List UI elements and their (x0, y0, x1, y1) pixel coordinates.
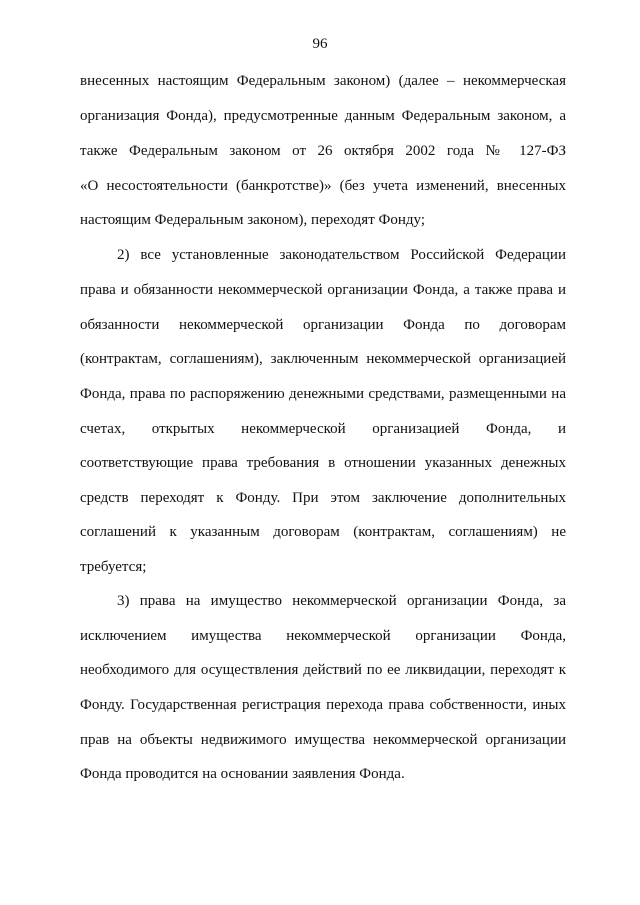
text-line: соглашений к указанным договорам (контрактам, соглашениям) не (80, 524, 566, 540)
text-line: средств переходят к Фонду. При этом заключение дополнительных (80, 490, 566, 506)
page-number: 96 (312, 36, 328, 52)
text-line: права и обязанности некоммерческой организации Фонда, а также права и (80, 282, 566, 298)
text-line: Фонда проводится на основании заявления Фонда. (80, 766, 405, 782)
text-line: (контрактам, соглашениям), заключенным некоммерческой организацией (80, 351, 566, 367)
text-line: прав на объекты недвижимого имущества некоммерческой организации (80, 732, 566, 748)
text-line: настоящим Федеральным законом), переходят Фонду; (80, 212, 425, 228)
text-line: обязанности некоммерческой организации Фонда по договорам (80, 317, 566, 333)
text-line: счетах, открытых некоммерческой организацией Фонда, и (80, 421, 566, 437)
paragraph-first-line: 3) права на имущество некоммерческой организации Фонда, за (117, 593, 566, 609)
text-line: организация Фонда), предусмотренные данным Федеральным законом, а (80, 108, 566, 124)
text-line: Фонду. Государственная регистрация перехода права собственности, иных (80, 697, 566, 713)
text-line: исключением имущества некоммерческой организации Фонда, (80, 628, 566, 644)
text-line: необходимого для осуществления действий по ее ликвидации, переходят к (80, 662, 566, 678)
text-line: также Федеральным законом от 26 октября 2002 года № 127-ФЗ (80, 143, 566, 159)
text-line: «О несостоятельности (банкротстве)» (без учета изменений, внесенных (80, 178, 566, 194)
text-line: внесенных настоящим Федеральным законом) (далее – некоммерческая (80, 73, 566, 89)
text-line: соответствующие права требования в отношении указанных денежных (80, 455, 566, 471)
text-line: Фонда, права по распоряжению денежными средствами, размещенными на (80, 386, 566, 402)
text-line: требуется; (80, 559, 147, 575)
paragraph-first-line: 2) все установленные законодательством Российской Федерации (117, 247, 566, 263)
